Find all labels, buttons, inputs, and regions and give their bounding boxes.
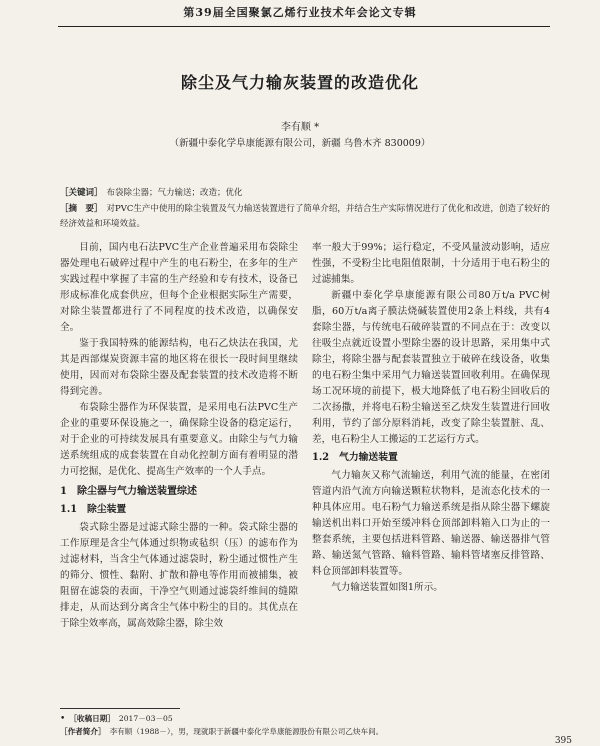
footnote-label: ［收稿日期］ (69, 714, 115, 723)
paragraph: 率一般大于99%；运行稳定，不受风量波动影响，适应性强，不受粉尘比电阻值限制，十分适用于电石粉尘的过滤捕集。 (312, 242, 550, 285)
subsection-title: 气力输送装置 (339, 452, 398, 463)
paragraph: 气力输送装置如图1所示。 (331, 582, 443, 593)
abstract-label: ［摘 要］ (60, 204, 103, 214)
section-title: 除尘器与气力输送装置综述 (76, 486, 197, 497)
paragraph: 气力输灰又称气流输送，利用气流的能量，在密闭管道内沿气流方向输送颗粒状物料，是流态化技术的一种具体应用。电石粉气力输送系统是指从除尘器下螺旋输送机出料口开始至缓冲料仓顶部卸料箱入口为止的一整套系统，主要包括进料管路、输送器、输送器排气管路、输送氮气管路、输料管路、输料管堵塞反排管路、料仓顶部卸料装置等。 (312, 470, 550, 577)
paper-title: 除尘及气力输灰装置的改造优化 (180, 73, 419, 92)
paragraph: 目前，国内电石法PVC生产企业普遍采用布袋除尘器处理电石破碎过程中产生的电石粉尘，在多年的生产实践过程中掌握了丰富的生产经验和专有技术，设备已形成标准化成套供应，但每个企业根据实际生产需要，对除尘装置都进行了不同程度的技术改造，以确保安全。 (60, 242, 298, 333)
page-number: 395 (554, 736, 572, 746)
bullet-icon: • (60, 714, 66, 724)
header-rule (58, 26, 550, 27)
subsection-number: 1.1 (60, 504, 78, 515)
footnote-text: 2017－03－05 (118, 714, 173, 723)
author: 李有顺 * (280, 122, 320, 133)
paragraph: 鉴于我国特殊的能源结构，电石乙炔法在我国，尤其是西部煤炭资源丰富的地区将在很长一段时间里继续使用，因而对布袋除尘器及配套装置的技术改造将不断得到完善。 (60, 338, 298, 397)
subsection-title: 除尘装置 (87, 504, 127, 515)
left-column (60, 240, 298, 632)
affiliation: （新疆中泰化学阜康能源有限公司，新疆 乌鲁木齐 830009） (169, 138, 431, 149)
footnote-label: ［作者简介］ (60, 727, 106, 736)
keywords-text: 布袋除尘器；气力输送；改造；优化 (106, 188, 243, 198)
abstract (60, 202, 550, 232)
running-header: 第39届全国聚氯乙烯行业技术年会论文专辑 (183, 6, 417, 19)
paragraph: 布袋除尘器作为环保装置，是采用电石法PVC生产企业的重要环保设施之一，确保除尘设备的稳定运行，对于企业的可持续发展具有重要意义。由除尘与气力输送系统组成的成套装置在自动化控制方面有着明显的潜力可挖掘，是优化、提高生产效率的一个人手点。 (60, 402, 298, 477)
footnote-rule (60, 708, 180, 709)
footnote-received (60, 713, 560, 724)
section-heading (60, 484, 298, 500)
footnote-author (60, 726, 560, 737)
keywords-label: ［关键词］ (60, 188, 103, 198)
abstract-text: 对PVC生产中使用的除尘装置及气力输送装置进行了简单介绍，并结合生产实际情况进行了优化和改进，创造了较好的经济效益和环境效益。 (60, 204, 550, 229)
right-column (312, 240, 550, 596)
footnote-text: 李有顺（1988－），男，现就职于新疆中泰化学阜康能源股份有限公司乙炔车间。 (109, 727, 384, 736)
keywords (60, 186, 550, 198)
subsection-heading (60, 502, 298, 518)
subsection-heading (312, 450, 550, 466)
paragraph: 新疆中泰化学阜康能源有限公司80万t/a PVC树脂，60万t/a离子膜法烧碱装置使用2条上料线，共有4套除尘器，与传统电石破碎装置的不同点在于：改变以往吸尘点就近设置小型除尘器的设计思路，采用集中式除尘，将除尘器与配套装置独立于破碎在线设备，收集的电石粉尘集中采用气力输送装置回收利用。在确保现场工况环境的前提下，极大地降低了电石粉尘回收后的二次扬撒，并将电石粉尘输送至乙炔发生装置进行回收利用，节约了部分原料消耗，改变了除尘装置脏、乱、差，电石粉尘人工搬运的工艺运行方式。 (312, 290, 550, 445)
paragraph: 袋式除尘器是过滤式除尘器的一种。袋式除尘器的工作原理是含尘气体通过织物或毡织（压）的滤布作为过滤材料，当含尘气体通过滤袋时，粉尘通过惯性产生的筛分、惯性、黏附、扩散和静电等作用而被捕集，被阻留在滤袋的表面，干净空气则通过滤袋纤维间的缝隙排走，从而达到分离含尘气体中粉尘的目的。其优点在于除尘效率高，属高效除尘器，除尘效 (60, 522, 298, 629)
subsection-number: 1.2 (312, 452, 330, 463)
section-number: 1 (60, 486, 67, 497)
